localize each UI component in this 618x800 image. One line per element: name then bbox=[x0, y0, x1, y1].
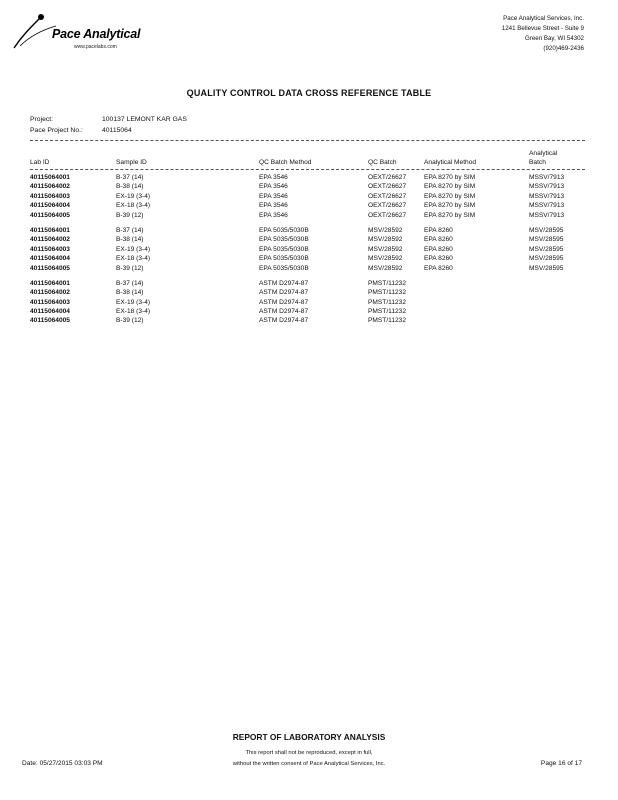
report-date: Date: 05/27/2015 03:03 PM bbox=[22, 760, 103, 767]
cell-qc-batch: MSV/28592 bbox=[368, 255, 403, 263]
header-analytical-method: Analytical Method bbox=[424, 159, 477, 166]
table-row bbox=[30, 226, 585, 235]
address-line: (920)469-2436 bbox=[543, 45, 584, 52]
cell-analytical-method: EPA 8260 bbox=[424, 226, 453, 234]
cell-qc-batch-method: EPA 5035/5030B bbox=[259, 245, 309, 253]
cell-qc-batch-method: EPA 5035/5030B bbox=[259, 255, 309, 263]
cell-lab-id: 40115064002 bbox=[30, 183, 70, 191]
cell-sample-id: EX-19 (3-4) bbox=[116, 192, 151, 200]
table-row bbox=[30, 201, 585, 210]
project-info bbox=[30, 114, 187, 136]
cell-analytical-method: EPA 8270 by SIM bbox=[424, 202, 476, 210]
header-analytical-batch-line2: Batch bbox=[529, 159, 546, 166]
table-row bbox=[30, 279, 585, 288]
cell-analytical-method: EPA 8260 bbox=[424, 236, 453, 244]
cell-qc-batch-method: ASTM D2974-87 bbox=[259, 279, 309, 287]
cell-analytical-batch: MSV/28595 bbox=[529, 236, 564, 244]
header-qc-batch-method: QC Batch Method bbox=[259, 159, 312, 166]
table-row-group bbox=[30, 226, 585, 273]
cell-qc-batch-method: EPA 3546 bbox=[259, 192, 288, 200]
table-body bbox=[30, 173, 585, 332]
cell-analytical-batch: MSSV/7913 bbox=[529, 192, 565, 200]
cell-qc-batch-method: EPA 5035/5030B bbox=[259, 236, 309, 244]
project-value: 100137 LEMONT KAR GAS bbox=[102, 116, 187, 123]
table-row bbox=[30, 245, 585, 254]
address-line: Pace Analytical Services, Inc. bbox=[503, 15, 584, 22]
cell-qc-batch-method: EPA 3546 bbox=[259, 183, 288, 191]
cell-analytical-method: EPA 8260 bbox=[424, 264, 453, 272]
cell-qc-batch: OEXT/26627 bbox=[368, 202, 407, 210]
logo-text: Pace Analytical bbox=[52, 27, 141, 41]
divider bbox=[30, 169, 585, 170]
table-row bbox=[30, 307, 585, 316]
cell-sample-id: B-39 (12) bbox=[116, 211, 144, 219]
cell-qc-batch-method: EPA 5035/5030B bbox=[259, 226, 309, 234]
cell-sample-id: B-38 (14) bbox=[116, 183, 144, 191]
project-label: Project: bbox=[30, 116, 54, 123]
cell-lab-id: 40115064001 bbox=[30, 279, 70, 287]
company-address bbox=[502, 14, 584, 54]
table-row bbox=[30, 298, 585, 307]
cell-sample-id: B-38 (14) bbox=[116, 289, 144, 297]
cell-qc-batch: PMST/11232 bbox=[368, 317, 406, 325]
table-row bbox=[30, 235, 585, 244]
address-line: Green Bay, WI 54302 bbox=[524, 35, 584, 42]
cell-qc-batch: OEXT/26627 bbox=[368, 183, 407, 191]
pace-project-value: 40115064 bbox=[102, 127, 132, 134]
table-row bbox=[30, 254, 585, 263]
table-row-group bbox=[30, 173, 585, 220]
cell-sample-id: EX-19 (3-4) bbox=[116, 245, 151, 253]
cell-analytical-batch: MSV/28595 bbox=[529, 255, 564, 263]
cell-qc-batch-method: EPA 5035/5030B bbox=[259, 264, 309, 272]
notice-line: This report shall not be reproduced, except in full, bbox=[245, 750, 373, 756]
cell-sample-id: B-39 (12) bbox=[116, 317, 144, 325]
cell-analytical-method: EPA 8270 by SIM bbox=[424, 192, 476, 200]
pace-project-label: Pace Project No.: bbox=[30, 127, 83, 134]
logo-url: www.pacelabs.com bbox=[74, 44, 117, 50]
cell-lab-id: 40115064003 bbox=[30, 245, 70, 253]
table-header bbox=[30, 145, 585, 167]
cell-qc-batch: PMST/11232 bbox=[368, 279, 406, 287]
cell-qc-batch: PMST/11232 bbox=[368, 308, 406, 316]
cell-qc-batch: PMST/11232 bbox=[368, 289, 406, 297]
cell-analytical-batch: MSV/28595 bbox=[529, 245, 564, 253]
cell-sample-id: B-37 (14) bbox=[116, 226, 144, 234]
cell-analytical-method: EPA 8270 by SIM bbox=[424, 174, 476, 181]
cell-sample-id: B-38 (14) bbox=[116, 236, 144, 244]
cell-qc-batch: MSV/28592 bbox=[368, 226, 403, 234]
header-analytical-batch-line1: Analytical bbox=[529, 150, 558, 157]
cell-sample-id: B-39 (12) bbox=[116, 264, 144, 272]
cell-analytical-method: EPA 8260 bbox=[424, 245, 453, 253]
report-title: REPORT OF LABORATORY ANALYSIS bbox=[232, 732, 386, 742]
cell-analytical-batch: MSSV/7913 bbox=[529, 174, 565, 181]
cell-sample-id: EX-19 (3-4) bbox=[116, 298, 151, 306]
cell-lab-id: 40115064004 bbox=[30, 308, 70, 316]
cell-sample-id: B-37 (14) bbox=[116, 279, 144, 287]
cell-qc-batch-method: ASTM D2974-87 bbox=[259, 289, 309, 297]
cell-lab-id: 40115064002 bbox=[30, 236, 70, 244]
cell-sample-id: EX-18 (3-4) bbox=[116, 255, 151, 263]
divider bbox=[30, 140, 585, 141]
notice-line: without the written consent of Pace Analytical Services, Inc. bbox=[232, 761, 386, 767]
page-number: Page 16 of 17 bbox=[540, 760, 582, 767]
cell-lab-id: 40115064005 bbox=[30, 211, 70, 219]
table-row bbox=[30, 211, 585, 220]
cell-analytical-method: EPA 8270 by SIM bbox=[424, 211, 476, 219]
cell-analytical-method: EPA 8260 bbox=[424, 255, 453, 263]
cell-sample-id: EX-18 (3-4) bbox=[116, 308, 151, 316]
cell-analytical-batch: MSV/28595 bbox=[529, 264, 564, 272]
cell-analytical-batch: MSV/28595 bbox=[529, 226, 564, 234]
cell-qc-batch-method: ASTM D2974-87 bbox=[259, 298, 309, 306]
cell-lab-id: 40115064005 bbox=[30, 264, 70, 272]
table-row bbox=[30, 182, 585, 191]
cell-qc-batch: MSV/28592 bbox=[368, 245, 403, 253]
cell-qc-batch: MSV/28592 bbox=[368, 264, 403, 272]
cell-lab-id: 40115064001 bbox=[30, 226, 70, 234]
cell-analytical-batch: MSSV/7913 bbox=[529, 202, 565, 210]
table-row-group bbox=[30, 279, 585, 326]
header-qc-batch: QC Batch bbox=[368, 159, 397, 166]
cell-qc-batch-method: EPA 3546 bbox=[259, 202, 288, 210]
cell-lab-id: 40115064003 bbox=[30, 298, 70, 306]
company-logo bbox=[8, 10, 158, 70]
cell-qc-batch: OEXT/26627 bbox=[368, 174, 407, 181]
cell-lab-id: 40115064001 bbox=[30, 174, 70, 181]
cell-qc-batch-method: ASTM D2974-87 bbox=[259, 317, 309, 325]
header-sample-id: Sample ID bbox=[116, 159, 147, 166]
header-lab-id: Lab ID bbox=[30, 159, 50, 166]
cell-qc-batch: MSV/28592 bbox=[368, 236, 403, 244]
cell-qc-batch-method: ASTM D2974-87 bbox=[259, 308, 309, 316]
cell-sample-id: B-37 (14) bbox=[116, 174, 144, 181]
table-row bbox=[30, 192, 585, 201]
header-analytical-batch bbox=[529, 149, 557, 167]
cell-qc-batch-method: EPA 3546 bbox=[259, 174, 288, 181]
cell-lab-id: 40115064003 bbox=[30, 192, 70, 200]
table-row bbox=[30, 288, 585, 297]
cell-qc-batch: OEXT/26627 bbox=[368, 192, 407, 200]
cell-lab-id: 40115064004 bbox=[30, 255, 70, 263]
cell-qc-batch: OEXT/26627 bbox=[368, 211, 407, 219]
page-title: QUALITY CONTROL DATA CROSS REFERENCE TABLE bbox=[186, 88, 432, 98]
cell-analytical-batch: MSSV/7913 bbox=[529, 211, 565, 219]
table-row bbox=[30, 316, 585, 325]
cell-lab-id: 40115064005 bbox=[30, 317, 70, 325]
table-row bbox=[30, 173, 585, 182]
cell-analytical-method: EPA 8270 by SIM bbox=[424, 183, 476, 191]
table-row bbox=[30, 264, 585, 273]
cell-sample-id: EX-18 (3-4) bbox=[116, 202, 151, 210]
cell-qc-batch-method: EPA 3546 bbox=[259, 211, 288, 219]
cell-qc-batch: PMST/11232 bbox=[368, 298, 406, 306]
cell-analytical-batch: MSSV/7913 bbox=[529, 183, 565, 191]
cell-lab-id: 40115064002 bbox=[30, 289, 70, 297]
cell-lab-id: 40115064004 bbox=[30, 202, 70, 210]
address-line: 1241 Bellevue Street - Suite 9 bbox=[501, 25, 584, 32]
